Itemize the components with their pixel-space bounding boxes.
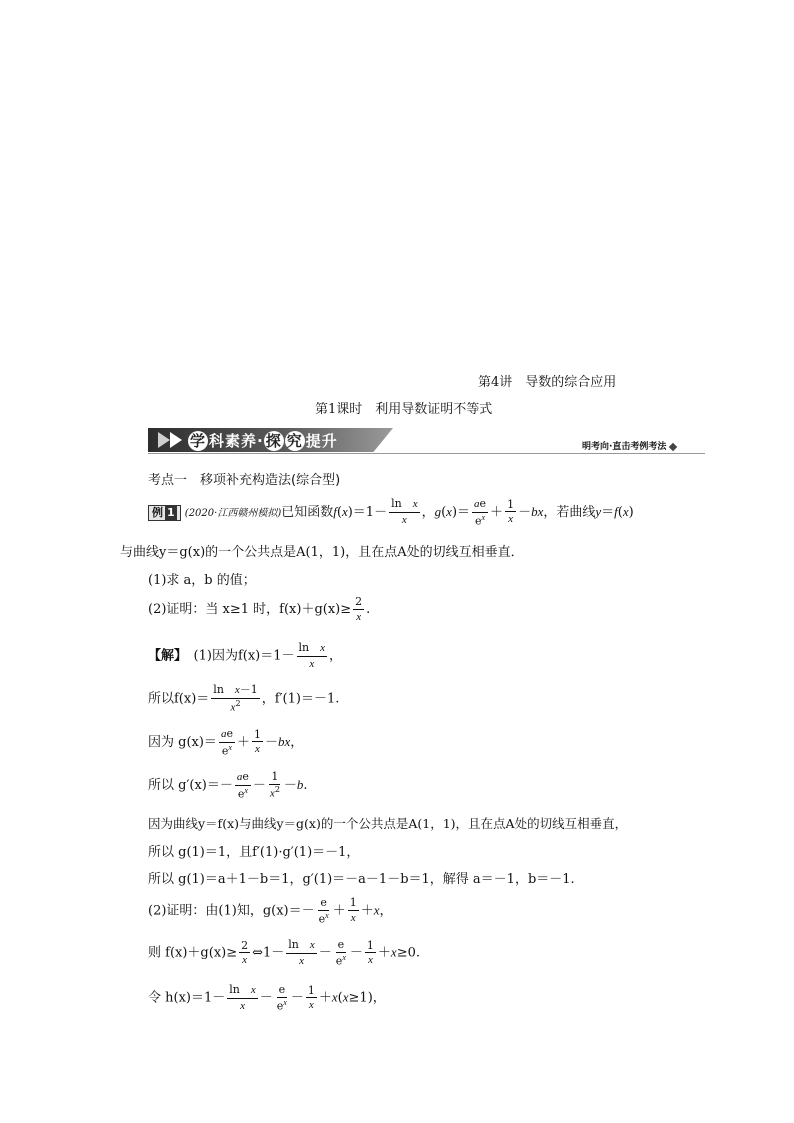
solution-line-1: 【解】 (1)因为f(x)＝1－ $\frac{\text{ln x}}{x}$ ， <box>148 641 343 670</box>
lecture-title: 第4讲 导数的综合应用 <box>478 375 617 390</box>
solution-line-4: 所以 g′(x)＝－ $\frac{ae}{e^x}$ － $\frac{1}{x^2}$ －b. <box>148 770 308 801</box>
solution-line-6: 所以 g(1)＝1，且f′(1)·g′(1)＝－1， <box>148 845 360 860</box>
banner-chevron-icon <box>158 432 170 448</box>
lesson-title: 第1课时 利用导数证明不等式 <box>315 402 493 417</box>
example-stem-line2: 与曲线y＝g(x)的一个公共点是A(1，1)，且在点A处的切线互相垂直． <box>120 545 524 560</box>
example-badge: 例 1 <box>148 505 181 521</box>
section-title: 考点一 移项补充构造法(综合型) <box>148 473 341 488</box>
example-stem: 例 1 (2020·江西赣州模拟)已知函数f(x)＝1－ $\frac{\text{ln x}}{x}$ ，g(x)＝ $\frac{ae}{e^x}$ ＋ $\frac{1}{x}$ －bx，若曲线y＝f(x) <box>148 498 634 527</box>
banner-chevron-icon <box>170 432 182 448</box>
solution-line-2: 所以f(x)＝ $\frac{\text{ln x－1}}{x^2}$ ，f′(1)＝－1. <box>148 683 340 714</box>
solution-line-10: 令 h(x)＝1－ $\frac{\text{ln x}}{x}$ － $\frac{e}{e^x}$ － $\frac{1}{x}$ ＋x(x≥1)， <box>148 983 386 1013</box>
banner-tagline: 明考向·直击考例考法 <box>582 439 676 452</box>
solution-line-3: 因为 g(x)＝ $\frac{ae}{e^x}$ ＋ $\frac{1}{x}$ －bx， <box>148 727 304 758</box>
solution-line-8: (2)证明：由(1)知，g(x)＝－ $\frac{e}{e^x}$ ＋ $\frac{1}{x}$ ＋x， <box>148 896 393 926</box>
solution-line-7: 所以 g(1)＝a＋1－b＝1，g′(1)＝－a－1－b＝1，解得 a＝－1，b＝－1. <box>148 872 575 887</box>
divider <box>148 453 705 454</box>
question-2: (2)证明：当 x≥1 时，f(x)＋g(x)≥ $\frac{2}{x}$ . <box>148 595 371 623</box>
question-1: (1)求 a，b 的值； <box>148 573 256 588</box>
solution-line-9: 则 f(x)＋g(x)≥ $\frac{2}{x}$ ⇔1－ $\frac{\text{ln x}}{x}$ － $\frac{e}{e^x}$ － $\frac{1}{x}$ ＋x≥0. <box>148 938 420 968</box>
diamond-icon <box>669 442 677 450</box>
solution-line-5: 因为曲线y＝f(x)与曲线y＝g(x)的一个公共点是A(1，1)，且在点A处的切线互相垂直， <box>148 816 628 831</box>
banner-title: 学 科素养· 探 究 提升 <box>189 432 338 450</box>
